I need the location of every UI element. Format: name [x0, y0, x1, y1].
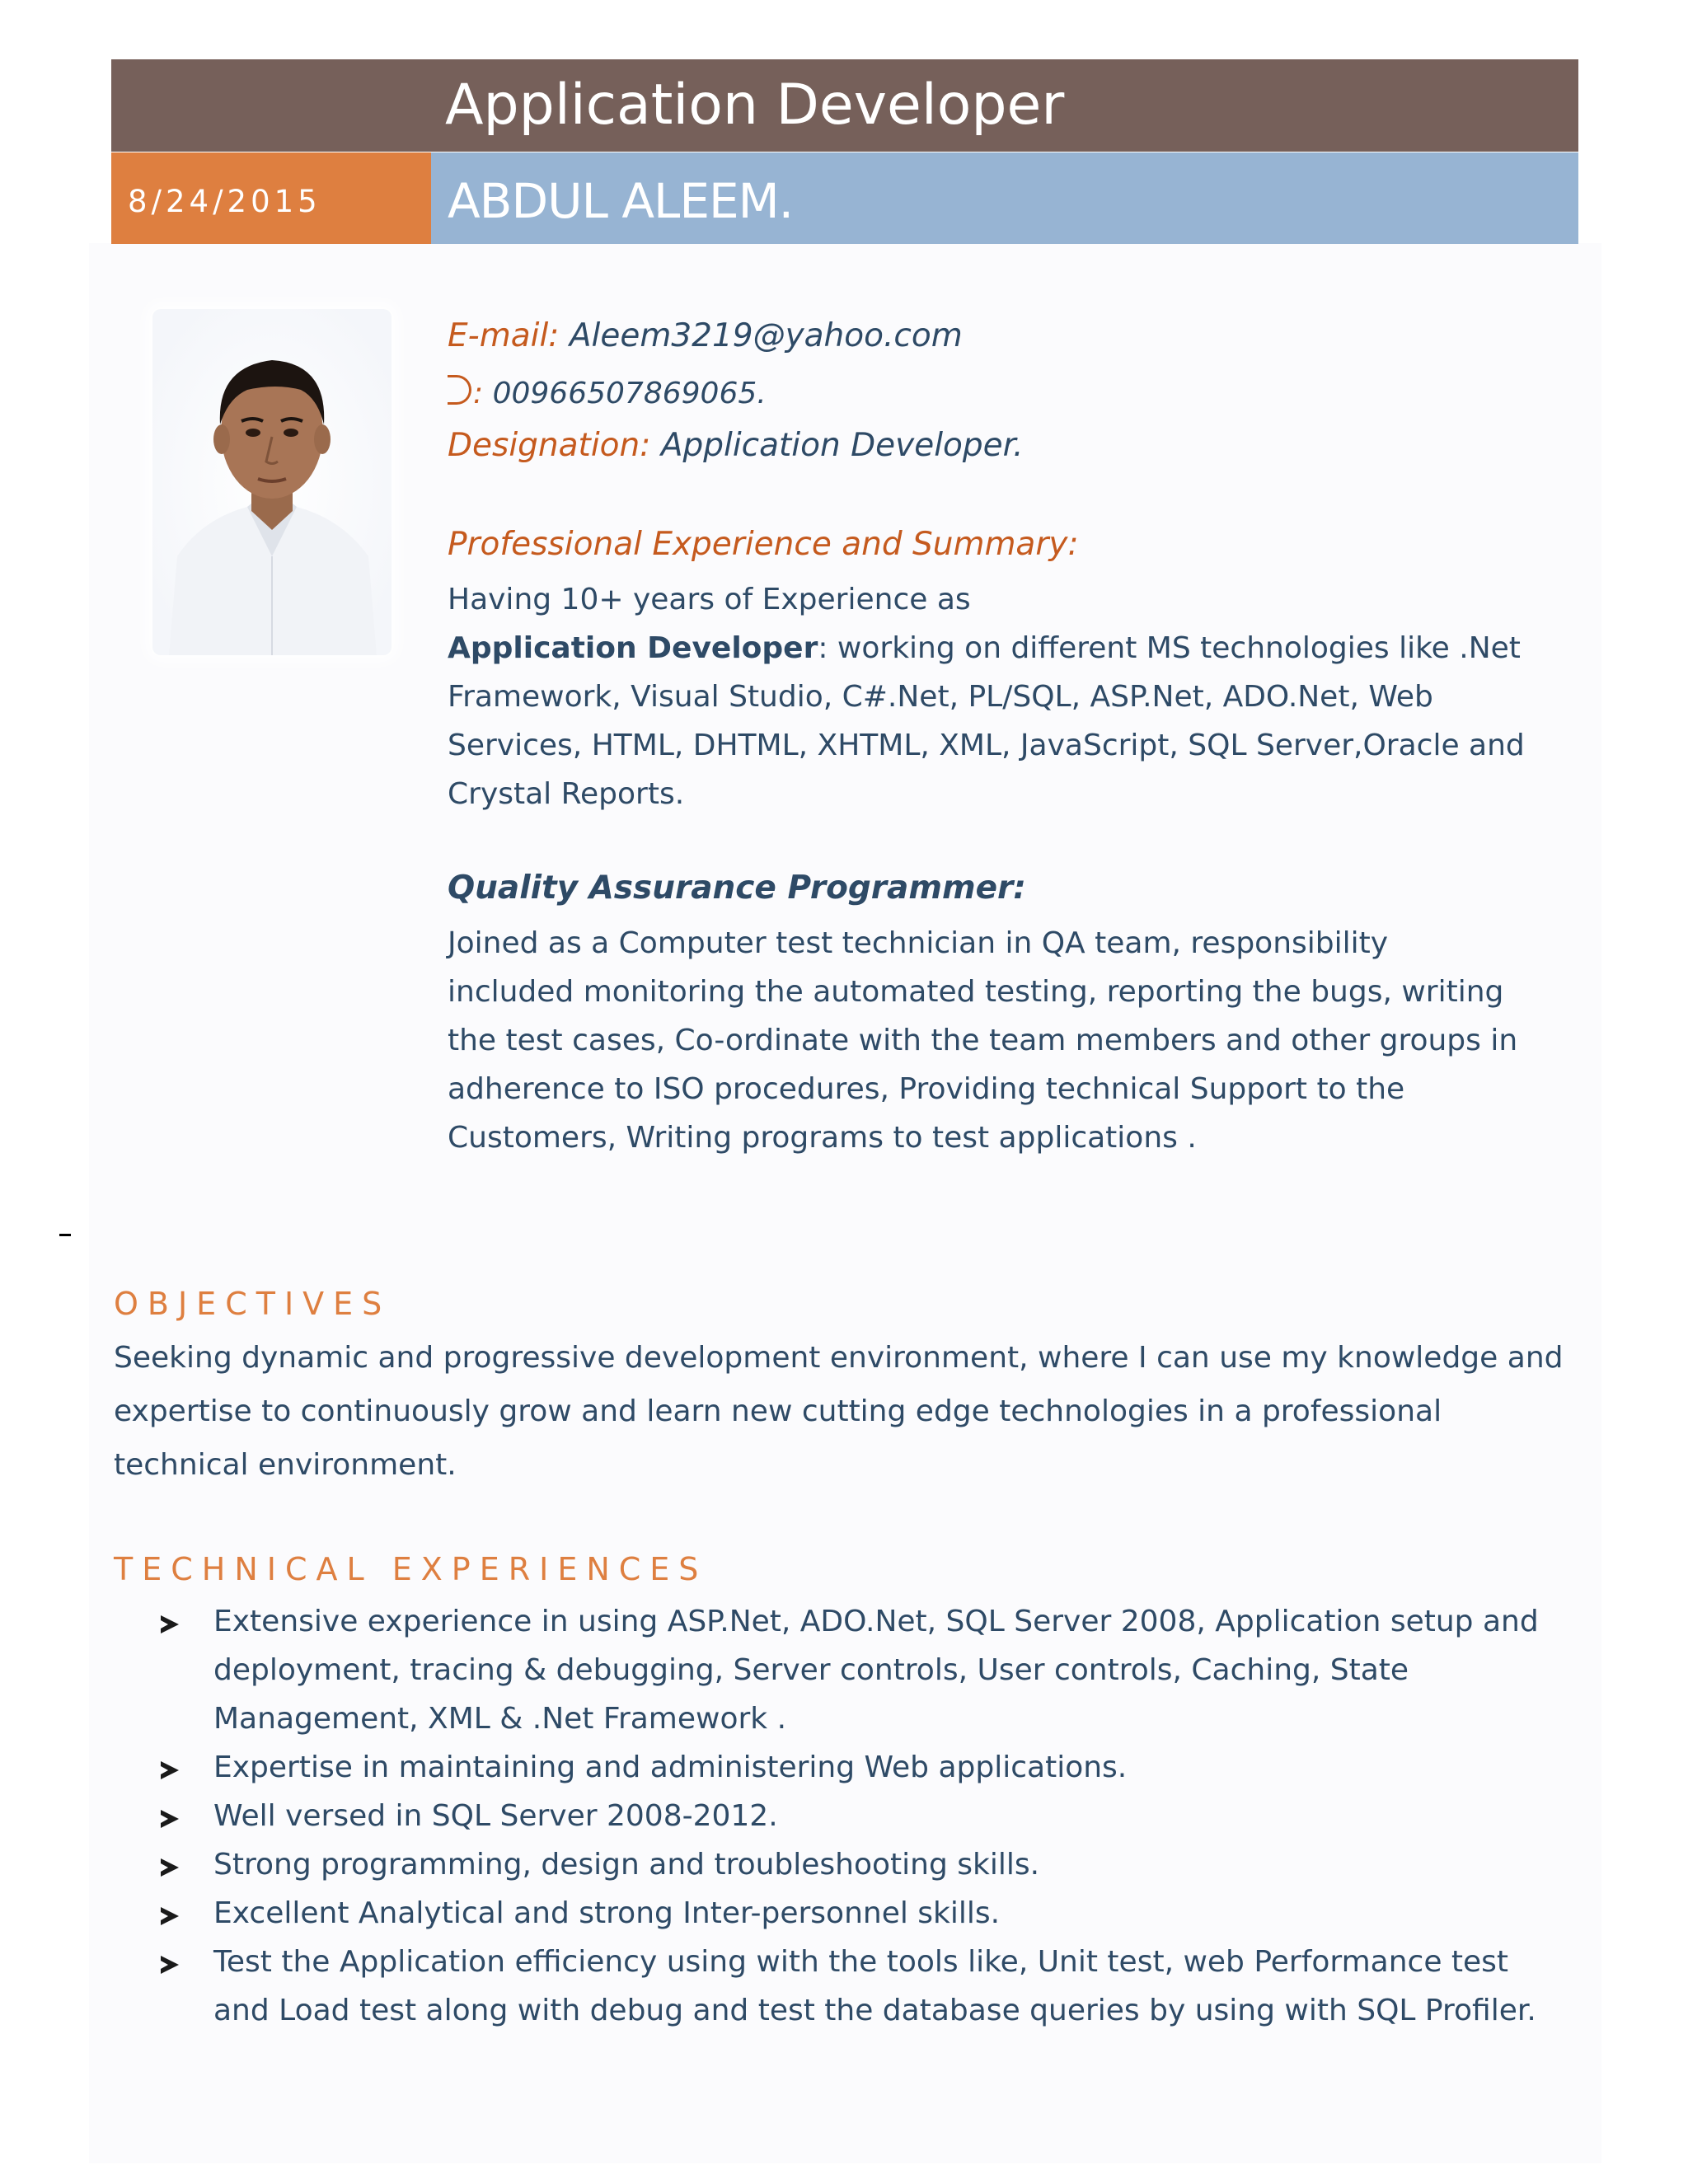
list-item [161, 1889, 1539, 1938]
list-item [161, 1743, 1539, 1792]
stray-dash [59, 1234, 71, 1236]
arrow-bullet-icon [161, 1858, 179, 1877]
summary-heading: Professional Experience and Summary: [448, 526, 1079, 563]
designation-line [448, 427, 1024, 464]
phone-value: 00966507869065. [492, 377, 767, 410]
arrow-bullet-icon [161, 1907, 179, 1925]
email-value[interactable]: Aleem3219@yahoo.com [569, 317, 963, 354]
qa-paragraph [448, 919, 1601, 1162]
technical-list [161, 1597, 1539, 2035]
phone-icon [448, 375, 471, 405]
email-line [448, 317, 963, 354]
technical-heading: TECHNICAL EXPERIENCES [114, 1551, 708, 1587]
phone-label: : [473, 377, 484, 410]
objectives-line: expertise to continuously grow and learn new cutting edge technologies in a professional [114, 1394, 1442, 1428]
summary-paragraph [448, 575, 1601, 818]
arrow-bullet-icon [161, 1956, 179, 1974]
summary-intro: Having 10+ years of Experience as [448, 583, 971, 616]
designation-value: Application Developer. [660, 427, 1024, 464]
resume-date: 8/24/2015 [128, 184, 321, 219]
list-item-line: Excellent Analytical and strong Inter-personnel skills. [213, 1896, 1001, 1930]
qa-line: Customers, Writing programs to test applications . [448, 1121, 1197, 1155]
summary-line: Crystal Reports. [448, 777, 685, 811]
arrow-bullet-icon [161, 1615, 179, 1633]
summary-role: Application Developer [448, 631, 818, 665]
list-item-line: Strong programming, design and troubleshooting skills. [213, 1848, 1040, 1882]
objectives-paragraph [114, 1331, 1563, 1492]
phone-line [448, 375, 767, 410]
qa-line: included monitoring the automated testing, reporting the bugs, writing [448, 975, 1504, 1009]
list-item-line: Extensive experience in using ASP.Net, ADO.Net, SQL Server 2008, Application setup and [213, 1605, 1539, 1638]
list-item-line: and Load test along with debug and test the database queries by using with SQL Profiler. [213, 1994, 1536, 2027]
objectives-heading: OBJECTIVES [114, 1286, 392, 1322]
summary-line-text: : working on different MS technologies like .Net [818, 631, 1521, 665]
designation-label: Designation: [448, 427, 651, 464]
qa-line: the test cases, Co-ordinate with the team members and other groups in [448, 1024, 1518, 1057]
qa-line: Joined as a Computer test technician in QA team, responsibility [448, 926, 1389, 960]
job-title: Application Developer [445, 73, 1065, 138]
objectives-line: Seeking dynamic and progressive development environment, where I can use my knowledge and [114, 1341, 1564, 1375]
list-item [161, 1792, 1539, 1840]
qa-heading: Quality Assurance Programmer: [448, 869, 1026, 907]
candidate-name: ABDUL ALEEM. [448, 173, 794, 229]
list-item-line: deployment, tracing & debugging, Server controls, User controls, Caching, State [213, 1653, 1409, 1687]
list-item-line: Management, XML & .Net Framework . [213, 1702, 787, 1736]
qa-line: adherence to ISO procedures, Providing technical Support to the [448, 1072, 1405, 1106]
list-item-line: Well versed in SQL Server 2008-2012. [213, 1799, 778, 1833]
email-label: E-mail: [448, 317, 560, 354]
arrow-bullet-icon [161, 1761, 179, 1779]
list-item [161, 1938, 1539, 2035]
list-item [161, 1597, 1539, 1743]
summary-line: Framework, Visual Studio, C#.Net, PL/SQL, ASP.Net, ADO.Net, Web [448, 680, 1433, 714]
arrow-bullet-icon [161, 1810, 179, 1828]
objectives-line: technical environment. [114, 1448, 457, 1482]
summary-line: Services, HTML, DHTML, XHTML, XML, JavaScript, SQL Server,Oracle and [448, 729, 1525, 762]
list-item [161, 1840, 1539, 1889]
summary-line [448, 624, 1601, 673]
list-item-line: Test the Application efficiency using with the tools like, Unit test, web Performance test [213, 1945, 1509, 1979]
profile-photo [152, 309, 392, 655]
list-item-line: Expertise in maintaining and administering Web applications. [213, 1750, 1128, 1784]
